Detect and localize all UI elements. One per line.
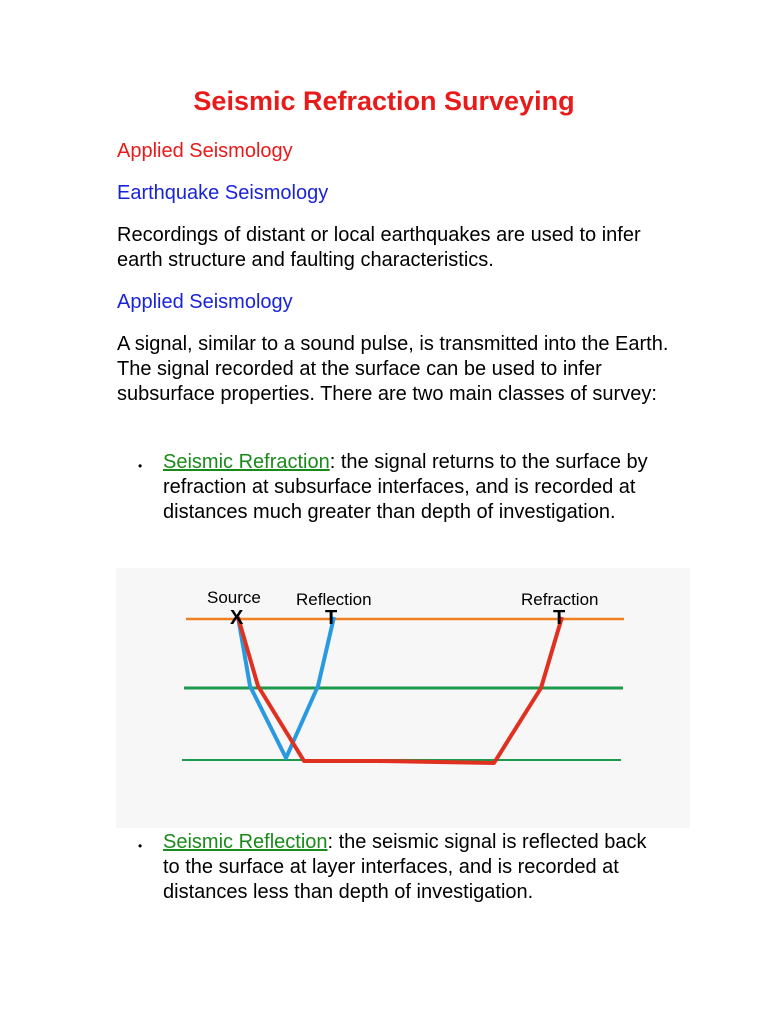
refraction-ray [238,617,562,763]
refraction-diagram [116,568,690,828]
applied-paragraph: A signal, similar to a sound pulse, is transmitted into the Earth. The signal recorded at the surface can be used to infer subsurface properties. There are two main classes of survey: [117,333,669,405]
bullet-icon: • [138,459,143,473]
refraction-receiver-mark: T [553,607,566,629]
reflection-receiver-mark: T [325,607,338,629]
heading-applied-seismology: Applied Seismology [117,140,293,162]
label-reflection: Reflection [296,590,372,609]
diagram-svg [116,568,690,828]
label-refraction: Refraction [521,590,599,609]
source-x-mark: X [230,607,244,629]
bullet-text: : the signal returns to the surface by refraction at subsurface interfaces, and is recorded at distances much greater than depth of investigation. [163,451,648,523]
page-title: Seismic Refraction Surveying [193,86,575,116]
label-source: Source [207,588,261,607]
heading-earthquake-seismology: Earthquake Seismology [117,182,329,204]
bullet-text: : the seismic signal is reflected back to the surface at layer interfaces, and is recorded at distances less than depth of investigation. [163,831,647,903]
term-seismic-reflection[interactable]: Seismic Reflection [163,831,328,853]
earthquake-paragraph: Recordings of distant or local earthquakes are used to infer earth structure and faulting characteristics. [117,224,641,271]
bullet-icon: • [138,839,143,853]
term-seismic-refraction[interactable]: Seismic Refraction [163,451,330,473]
heading-applied-seismology-2: Applied Seismology [117,291,293,313]
